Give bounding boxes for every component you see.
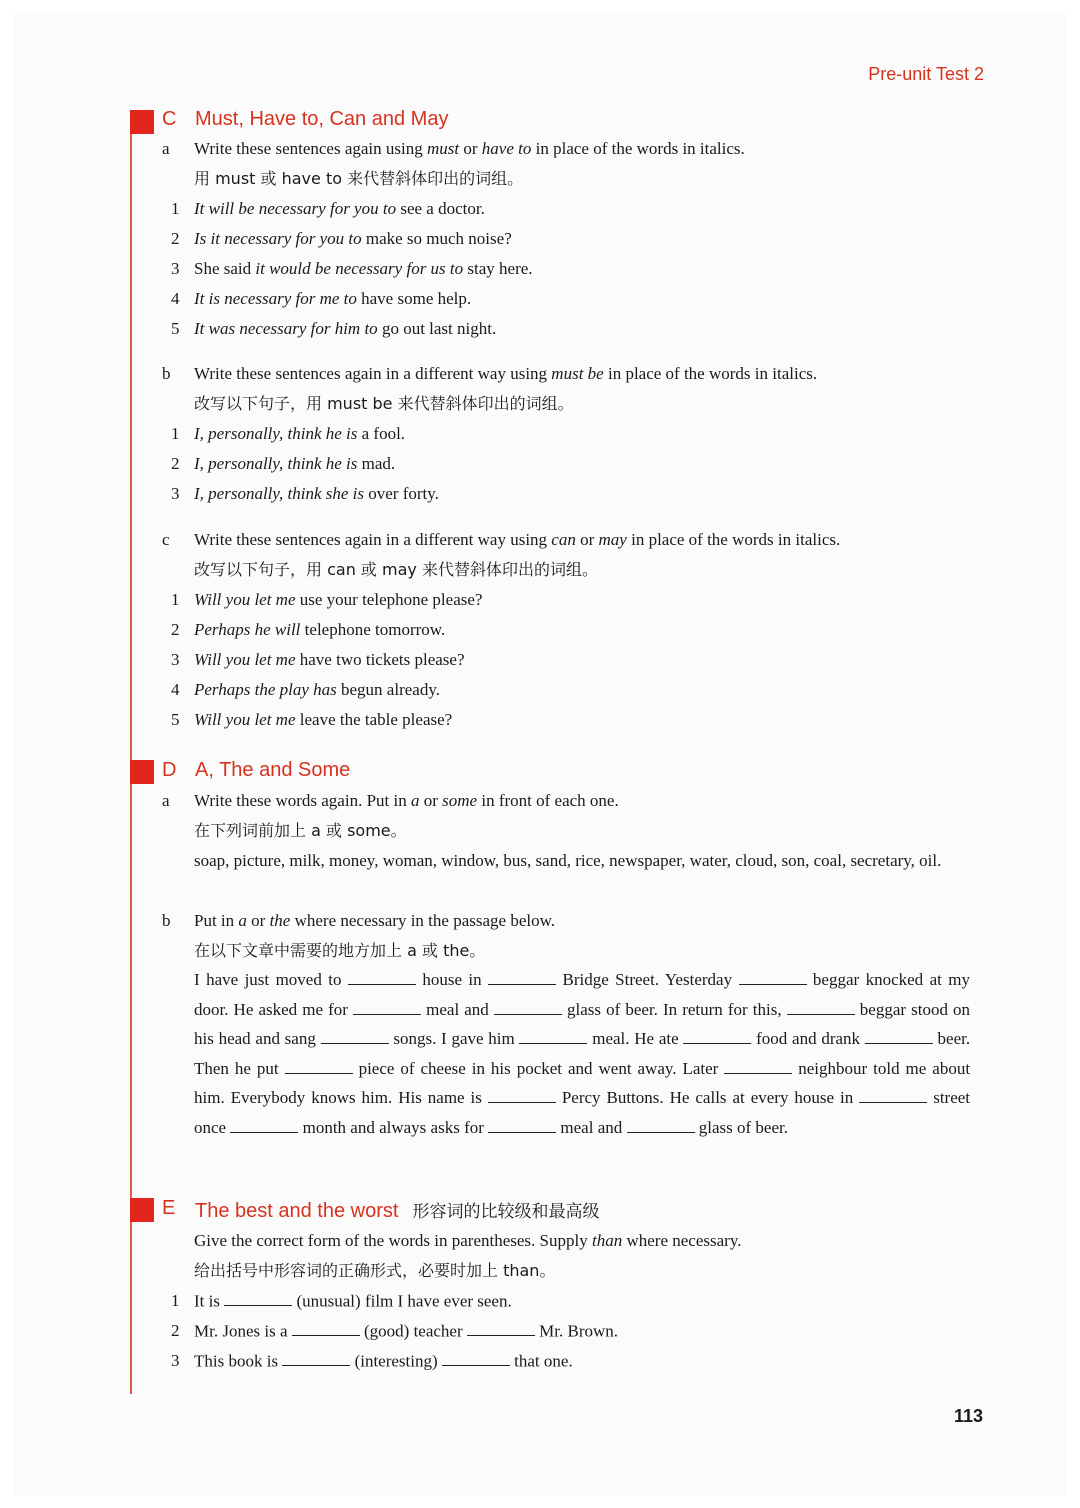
exercise-item: It will be necessary for you to see a doctor. <box>194 199 485 218</box>
exercise-item: I, personally, think he is mad. <box>194 454 396 473</box>
answer-blank[interactable] <box>292 1320 360 1336</box>
item-number: 3 <box>171 259 180 278</box>
exercise-item: I, personally, think she is over forty. <box>194 484 439 503</box>
item-number: 2 <box>171 1321 180 1340</box>
answer-blank[interactable] <box>739 969 807 985</box>
section-marker-c <box>130 110 154 134</box>
part-c-a-chinese: 用 must 或 have to 来代替斜体印出的词组。 <box>194 169 524 188</box>
answer-blank[interactable] <box>519 1028 587 1044</box>
item-number: 4 <box>171 680 180 699</box>
part-e-chinese: 给出括号中形容词的正确形式，必要时加上 than。 <box>194 1261 556 1280</box>
answer-blank[interactable] <box>683 1028 751 1044</box>
answer-blank[interactable] <box>285 1057 353 1073</box>
part-c-a-label: a <box>162 139 170 158</box>
item-number: 3 <box>171 650 180 669</box>
answer-blank[interactable] <box>859 1087 927 1103</box>
item-number: 1 <box>171 199 180 218</box>
answer-blank[interactable] <box>224 1290 292 1306</box>
answer-blank[interactable] <box>787 998 855 1014</box>
answer-blank[interactable] <box>353 998 421 1014</box>
answer-blank[interactable] <box>627 1117 695 1133</box>
answer-blank[interactable] <box>865 1028 933 1044</box>
part-d-b-chinese: 在以下文章中需要的地方加上 a 或 the。 <box>194 941 486 960</box>
part-c-c-instruction: Write these sentences again in a different way using can or may in place of the words in italics. <box>194 530 841 549</box>
answer-blank[interactable] <box>488 1087 556 1103</box>
section-marker-d <box>130 760 154 784</box>
section-e-title-chinese: 形容词的比较级和最高级 <box>412 1202 600 1222</box>
part-c-b-instruction: Write these sentences again in a different way using must be in place of the words in italics. <box>194 364 818 383</box>
answer-blank[interactable] <box>494 998 562 1014</box>
item-number: 5 <box>171 710 180 729</box>
part-d-a-label: a <box>162 791 170 810</box>
part-c-a-instruction: Write these sentences again using must or have to in place of the words in italics. <box>194 139 745 158</box>
exercise-item: Mr. Jones is a (good) teacher Mr. Brown. <box>194 1321 619 1341</box>
section-c-title: Must, Have to, Can and May <box>195 108 449 130</box>
exercise-item: Will you let me use your telephone please? <box>194 590 483 609</box>
answer-blank[interactable] <box>348 969 416 985</box>
part-c-b-label: b <box>162 364 171 383</box>
section-d-letter: D <box>162 759 177 781</box>
answer-blank[interactable] <box>724 1057 792 1073</box>
answer-blank[interactable] <box>282 1350 350 1366</box>
part-d-b-label: b <box>162 911 171 930</box>
exercise-item: Will you let me have two tickets please? <box>194 650 465 669</box>
part-d-a-chinese: 在下列词前加上 a 或 some。 <box>194 821 407 840</box>
answer-blank[interactable] <box>488 1117 556 1133</box>
item-number: 1 <box>171 424 180 443</box>
section-e-letter: E <box>162 1197 176 1219</box>
exercise-item: This book is (interesting) that one. <box>194 1351 573 1371</box>
item-number: 1 <box>171 1291 180 1310</box>
part-d-b-instruction: Put in a or the where necessary in the passage below. <box>194 911 556 930</box>
answer-blank[interactable] <box>230 1117 298 1133</box>
answer-blank[interactable] <box>467 1320 535 1336</box>
part-c-b-chinese: 改写以下句子，用 must be 来代替斜体印出的词组。 <box>194 394 574 413</box>
page-number: 113 <box>954 1406 984 1426</box>
word-list: soap, picture, milk, money, woman, window, bus, sand, rice, newspaper, water, cloud, son, coal, secretary, oil. <box>194 851 942 870</box>
item-number: 3 <box>171 484 180 503</box>
item-number: 3 <box>171 1351 180 1370</box>
exercise-item: It is necessary for me to have some help. <box>194 289 472 308</box>
running-header: Pre-unit Test 2 <box>868 64 984 84</box>
item-number: 2 <box>171 620 180 639</box>
exercise-item: She said it would be necessary for us to stay here. <box>194 259 533 278</box>
part-c-c-label: c <box>162 530 170 549</box>
section-marker-e <box>130 1198 154 1222</box>
exercise-item: Is it necessary for you to make so much noise? <box>194 229 512 248</box>
exercise-item: Perhaps he will telephone tomorrow. <box>194 620 446 639</box>
part-e-instruction: Give the correct form of the words in parentheses. Supply than where necessary. <box>194 1231 742 1250</box>
item-number: 2 <box>171 229 180 248</box>
section-d-title: A, The and Some <box>195 759 351 781</box>
answer-blank[interactable] <box>442 1350 510 1366</box>
exercise-item: It was necessary for him to go out last night. <box>194 319 497 338</box>
cloze-passage: I have just moved to house in Bridge Street. Yesterday beggar knocked at my door. He asked me for meal and glass of beer. In return for this, beggar stood on his head and sang songs. I gave him meal. He ate food and drank beer. Then he put piece of cheese in his pocket and went away. Later neighbour told me about him. Everybody knows him. His name is Percy Buttons. He calls at every house in street once month and always asks for meal and glass of beer. <box>194 970 971 1137</box>
answer-blank[interactable] <box>488 969 556 985</box>
section-c-letter: C <box>162 108 177 130</box>
part-c-c-chinese: 改写以下句子，用 can 或 may 来代替斜体印出的词组。 <box>194 560 598 579</box>
section-e-title: The best and the worst 形容词的比较级和最高级 <box>195 1200 600 1222</box>
item-number: 2 <box>171 454 180 473</box>
part-d-a-instruction: Write these words again. Put in a or some in front of each one. <box>194 791 619 810</box>
answer-blank[interactable] <box>321 1028 389 1044</box>
exercise-item: I, personally, think he is a fool. <box>194 424 406 443</box>
exercise-item: It is (unusual) film I have ever seen. <box>194 1291 512 1311</box>
exercise-item: Will you let me leave the table please? <box>194 710 453 729</box>
item-number: 5 <box>171 319 180 338</box>
exercise-item: Perhaps the play has begun already. <box>194 680 440 699</box>
item-number: 4 <box>171 289 180 308</box>
item-number: 1 <box>171 590 180 609</box>
